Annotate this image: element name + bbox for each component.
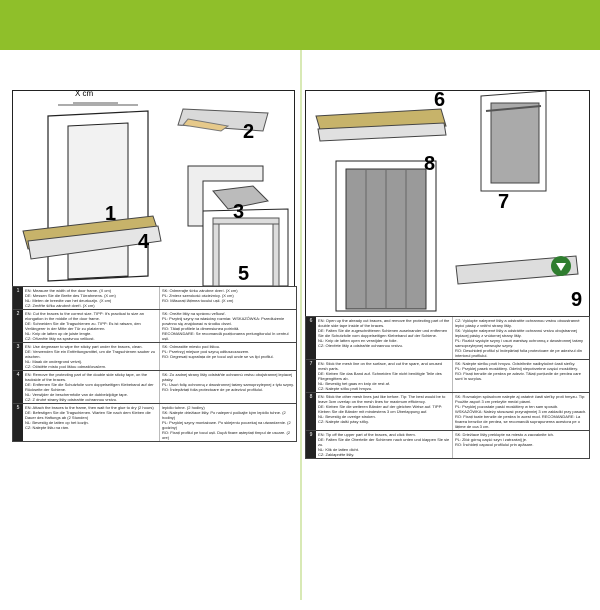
row-text-left: EN: Open up the already cut braces, and remove the protecting part of the double side tape inside of the braces. DE: Falten Sie die zugeschnittenen Schienen auseinander und entfernen Sie die Schutzfolie vom doppelseitigen Klebeband auf der Schiene. NL: Knip de latten open en verwijder de folie. CZ: Otevřete lišty a odstraňte ochrannou vrstvu. bbox=[318, 318, 450, 348]
row-text-right: SK: Orežte lišty na správnu veľkosť. PL: Przytnij szyny na właściwy rozmiar. WSKAZÓWKA: Przedłużenie powinno się znajdować w środku drzwi. RO: Tăiați profilele la dimensiunea potrivită. RECOMANDARE: Se recomandă poziționarea prelungitorului în centrul ușii. bbox=[159, 310, 296, 342]
row-text-right: SK: Driežiace lišty preklopte na miesto a zacvaknite ich. PL: Złóż górną część szyn i zatrzaśnij je. RO: Închideți capacul profilului prin apăsare. bbox=[452, 431, 589, 458]
step-number-4: 4 bbox=[138, 231, 150, 253]
page-divider bbox=[300, 50, 302, 600]
instruction-row bbox=[306, 430, 589, 458]
row-text-right: SK: Nalepte sieťku proti hmyzu. Odstrihnite nadbytočné časti sieťky. PL: Przyklej pasek moskitiery. Odetnij niepotrzebne części moskitiery. RO: Fixați benzile de perdea pe adeziv. Tăiați porțiunile de perdea care sunt în surplus. bbox=[452, 360, 589, 392]
row-text-left: EN: Remove the protecting part of the double side sticky tape, on the backside of the braces. DE: Entfernen Sie die Schutzfolie vom doppelseitigen Klebeband auf der Rückseite der Schiene. NL: Verwijder de beschermfolie van de dubbelzijdige tape. CZ: Z druhé strany lišty odstraňte ochrannou vrstvu. bbox=[25, 372, 154, 402]
row-step-number: 7 bbox=[306, 360, 316, 392]
illustrations-right bbox=[306, 91, 589, 316]
row-text-left: EN: Use degreaser to wipe the sticky part under the braces, clean. DE: Verwenden Sie ein Entfettungsmittel, um die Tragschienen sauber zu wischen. NL: Maak de ondergrond vetvrij. CZ: Očistěte místo pod lištou odmašťovačem. bbox=[25, 344, 156, 369]
row-step-number: 1 bbox=[13, 287, 23, 309]
instruction-row bbox=[306, 392, 589, 430]
illustration-panel-right bbox=[305, 90, 590, 317]
instruction-row bbox=[13, 370, 296, 403]
brace-open-illustration bbox=[316, 109, 446, 141]
row-text-left: EN: Cut the braces to the correct size. TIPP: It's practical to size an elongation in the middle of the door frame. DE: Schneiden Sie die Tragschienen zu. TIPP: Es ist ratsam, den Verlängerer in der Mitte der Tür zu platzieren. NL: Knip de latten op de juiste lengte. CZ: Ořízněte lišty na správnou velikost. bbox=[25, 311, 144, 341]
row-step-number: 5 bbox=[13, 404, 23, 441]
row-text-right: SK: Odmastite miesto pod lištou. PL: Przetrzyj miejsce pod szyną odtłuszczaczem. RO: Degresați suprafața de pe tocul ușii unde se va lipi profilul. bbox=[159, 343, 296, 370]
row-text-left: EN: Attach the braces to the frame, then wait for the glue to dry (2 hours) DE: Befestigen Sie die Tragschienen. Warten Sie nach dem Kleben die Dauer des Haftungs ab (2 Stunden) NL: Bevestig de latten op het kozijn. CZ: Nalepte lištu na rám. bbox=[25, 405, 154, 430]
instruction-row bbox=[13, 309, 296, 342]
right-instructions-table bbox=[305, 316, 590, 459]
step-number-2: 2 bbox=[243, 121, 255, 143]
brace-cut-illustration bbox=[178, 109, 268, 131]
step-number-3: 3 bbox=[233, 201, 245, 223]
measure-label: X cm bbox=[75, 89, 94, 98]
row-text-right: SK: Zo zadnej strany lišty odstráňte ochrannú vrstvu obojstrannej lepiacej pásky. PL: Usuń folię ochronną z dwustronnej taśmy samoprzylepnej z tyłu szyny. RO: Îndepărtați folia protectoare de pe adezivul profilului. bbox=[159, 371, 296, 403]
left-instructions-table bbox=[12, 286, 297, 442]
row-text-left: EN: Measure the width of the door frame. (X cm) DE: Messen Sie die Breite des Türrahmens. (X cm) NL: Meten de breedte van het deurkozijn. (X cm) CZ: Změřte šířku zárubně dveří. (X cm) bbox=[25, 288, 116, 308]
row-text-right: CZ: Vyklopte nalepené lišty a odstraňte ochrannou vrstvu oboustranné lepicí pásky z vnitřní strany lišty. SK: Vyklopte nalepené lišty a odstráňte ochrannú vrstvu obojstrannej lepiacej pásky z vnútornej strany lišty. PL: Rozłóż wycięte szyny i usuń warstwę ochronną z dwustronnej taśmy samoprzylepnej wewnątrz szyny. RO: Deschideți profilul și îndepărtați folia protectoare de pe adezivul din interiorul profilului. bbox=[452, 317, 589, 359]
instruction-row bbox=[306, 316, 589, 359]
row-text-left: EN: Stick the mesh line on the surface, and cut the spare, and unused mesh parts. DE: Kleben Sie das Band auf. Schneiden Sie nicht benötigte Teile des Fliegengitters ab. NL: Bevestig het gaas en knip de rest af. CZ: Nalepte síťku proti hmyzu. bbox=[318, 361, 443, 391]
row-text-right: SK: Rovnakým spôsobom nalepte aj ostatné časti sieťky proti hmyzu. Tip: Použite aspoň 3 cm prekrytie medzi pásmi. PL: Przyklej pozostałe paski moskitiery w ten sam sposób. WSKAZÓWKA: Należy stosować przynajmniej 3 cm zakładki przy pasach. RO: Fixați toate benzile de perdea în acest mod. RECOMANDARE: La fixarea benzilor de perdea, se recomandă suprapunerea acestora pe o lățime de cca 3 cm. bbox=[452, 393, 589, 430]
step-number-1: 1 bbox=[105, 203, 117, 225]
row-step-number: 8 bbox=[306, 393, 316, 430]
step-number-5: 5 bbox=[238, 263, 250, 285]
mesh-install-illustration bbox=[481, 91, 546, 191]
instruction-row bbox=[13, 286, 296, 309]
instruction-row bbox=[13, 403, 296, 441]
row-step-number: 2 bbox=[13, 310, 23, 342]
row-text-left: EN: Tip off the upper part of the braces, and click them. DE: Falten Sie die Oberteile der Schienen nach unten und klappen Sie sie zu. NL: Klik de latten dicht. CZ: Zaklapněte lišty. bbox=[318, 432, 450, 457]
instruction-row bbox=[13, 342, 296, 370]
mesh-curtain-illustration bbox=[336, 161, 436, 311]
left-page bbox=[12, 90, 295, 610]
row-step-number: 4 bbox=[13, 371, 23, 403]
row-text-right: SK: Odmerajte šírku zárubne dverí. (X cm) PL: Zmierz szerokość ościeżnicy. (X cm) RO: Măsurați lățimea tocului ușii. (X cm) bbox=[159, 287, 296, 309]
step-number-7: 7 bbox=[498, 191, 510, 213]
illustration-panel-left bbox=[12, 90, 295, 287]
step-number-9: 9 bbox=[571, 289, 583, 311]
step-number-6: 6 bbox=[434, 89, 446, 111]
row-step-number: 6 bbox=[306, 317, 316, 359]
row-text-right: lepidlo tuhne. (2 hodiny) SK: Nalepte driežiace lišty. Po nalepení počkajte kým lepidlo tuhne. (2 hodiny) PL: Przyklej szyny montażowe. Po sklejeniu poczekaj na utwardzenie. (2 godziny) RO: Fixați profilul pe tocul ușii. După fixare așteptați timpul de uscare. (2 ore) bbox=[159, 404, 296, 441]
header-band bbox=[0, 0, 600, 50]
row-step-number: 3 bbox=[13, 343, 23, 370]
brace-click-illustration bbox=[456, 256, 578, 284]
instruction-row bbox=[306, 359, 589, 392]
row-step-number: 9 bbox=[306, 431, 316, 458]
step-number-8: 8 bbox=[424, 153, 436, 175]
right-page bbox=[305, 90, 588, 610]
row-text-left: EN: Stick the other mesh lines just like before. Tip: The best would be to leave 3cm overlap on the mesh lines for maximum efficiency. DE: Kleben Sie die weiteren Bänder auf der gleichen Weise auf. TIPP: Kleben Sie die Bänder mit mindestens 3 cm Überlappung auf. NL: Bevestig de overige stroken. CZ: Nalepte další pásy síťky. bbox=[318, 394, 446, 424]
